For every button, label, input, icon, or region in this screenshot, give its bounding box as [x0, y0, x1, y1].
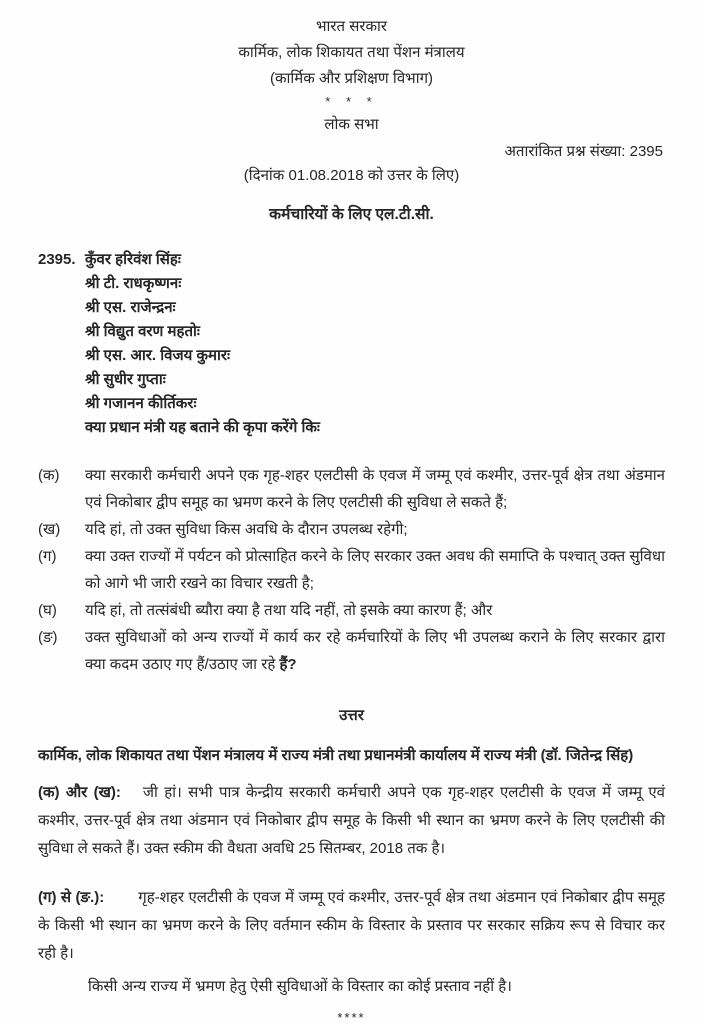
answer-label: (क) और (ख):: [38, 784, 121, 801]
member-row: [38, 320, 665, 344]
question-label: (क): [38, 467, 60, 484]
member-name: कुँवर हरिवंश सिंहः: [85, 251, 181, 268]
preamble: क्या प्रधान मंत्री यह बताने की कृपा करेंगे किः: [85, 419, 320, 436]
question-text: क्या सरकारी कर्मचारी अपने एक गृह-शहर एलटीसी के एवज में जम्मू एवं कश्मीर, उत्तर-पूर्व क्षेत्र तथा अंडमान एवं निकोबार द्वीप समूह का भ्रमण करने के लिए एलटीसी की सुविधा ले सकते हैं;: [85, 467, 665, 511]
header-department: (कार्मिक और प्रशिक्षण विभाग): [269, 70, 434, 87]
member-name: श्री टी. राधकृष्णनः: [85, 275, 182, 292]
question-number: 2395.: [38, 251, 76, 268]
question-text: [85, 624, 665, 678]
member-row: [38, 392, 665, 416]
answer-label: (ग) से (ङ.):: [38, 889, 105, 906]
member-row: [38, 344, 665, 368]
footer-asterisks: ****: [337, 1010, 366, 1024]
header-house: लोक सभा: [324, 116, 379, 133]
member-name: श्री सुधीर गुप्ताः: [85, 371, 166, 388]
member-name: श्री गजानन कीर्तिकरः: [85, 395, 197, 412]
answer-heading: उत्तर: [339, 707, 364, 724]
member-row: [38, 248, 665, 272]
question-text-main: उक्त सुविधाओं को अन्य राज्यों में कार्य कर रहे कर्मचारियों के लिए भी उपलब्ध कराने के लिए सरकार द्वारा क्या कदम उठाए गए हैं/उठाए जा रहे: [85, 629, 665, 673]
question-label: (ङ): [38, 629, 58, 646]
question-item: [38, 516, 665, 543]
member-name: श्री एस. राजेन्द्रनः: [85, 299, 176, 316]
member-row: [38, 272, 665, 296]
closing-paragraph: किसी अन्य राज्य में भ्रमण हेतु ऐसी सुविधाओं के विस्तार का कोई प्रस्ताव नहीं है।: [88, 978, 512, 995]
question-title: कर्मचारियों के लिए एल.टी.सी.: [269, 206, 434, 223]
answer-paragraph: [38, 779, 665, 863]
header-separator: * * *: [325, 94, 378, 109]
question-label: (ख): [38, 521, 61, 538]
question-item: [38, 624, 665, 678]
question-item: [38, 597, 665, 624]
member-name: श्री विद्युत वरण महतोः: [85, 323, 200, 340]
answer-text: गृह-शहर एलटीसी के एवज में जम्मू एवं कश्मीर, उत्तर-पूर्व क्षेत्र तथा अंडमान एवं निकोबार द्वीप समूह के किसी भी स्थान का भ्रमण करने के लिए वर्तमान स्कीम के विस्तार के प्रस्ताव पर सरकार सक्रिय रूप से विचार कर रही है।: [38, 889, 665, 962]
answer-date-line: (दिनांक 01.08.2018 को उत्तर के लिए): [243, 167, 460, 184]
answer-paragraph: [38, 884, 665, 968]
question-label: (ग): [38, 548, 57, 565]
question-text: क्या उक्त राज्यों में पर्यटन को प्रोत्साहित करने के लिए सरकार उक्त अवध की समाप्ति के पश्चात् उक्त सुविधा को आगे भी जारी रखने का विचार रखती है;: [85, 548, 665, 592]
minister-line: कार्मिक, लोक शिकायत तथा पेंशन मंत्रालय में राज्य मंत्री तथा प्रधानमंत्री कार्यालय में राज्य मंत्री (डॉ. जितेन्द्र सिंह): [38, 747, 634, 764]
question-item: [38, 462, 665, 516]
question-text: यदि हां, तो तत्संबंधी ब्यौरा क्या है तथा यदि नहीं, तो इसके क्या कारण हैं; और: [85, 602, 493, 619]
question-number-line: अतारांकित प्रश्न संख्या: 2395: [504, 143, 663, 160]
member-row: [38, 368, 665, 392]
question-item: [38, 543, 665, 597]
question-text: यदि हां, तो उक्त सुविधा किस अवधि के दौरान उपलब्ध रहेगी;: [85, 521, 408, 538]
question-label: (घ): [38, 602, 57, 619]
header-government: भारत सरकार: [315, 18, 388, 35]
question-text-bold: हैं?: [279, 656, 297, 673]
member-name: श्री एस. आर. विजय कुमारः: [85, 347, 231, 364]
questions-list: [38, 462, 665, 678]
member-row: [38, 296, 665, 320]
answer-text: जी हां। सभी पात्र केन्द्रीय सरकारी कर्मचारी अपने एक गृह-शहर एलटीसी के एवज में जम्मू एवं कश्मीर, उत्तर-पूर्व क्षेत्र तथा अंडमान एवं निकोबार द्वीप समूह के किसी भी स्थान का भ्रमण करने के लिए एलटीसी की सुविधा ले सकते हैं। उक्त स्कीम की वैधता अवधि 25 सितम्बर, 2018 तक है।: [38, 784, 665, 857]
members-list: [38, 248, 665, 440]
header-ministry: कार्मिक, लोक शिकायत तथा पेंशन मंत्रालय: [238, 44, 465, 61]
